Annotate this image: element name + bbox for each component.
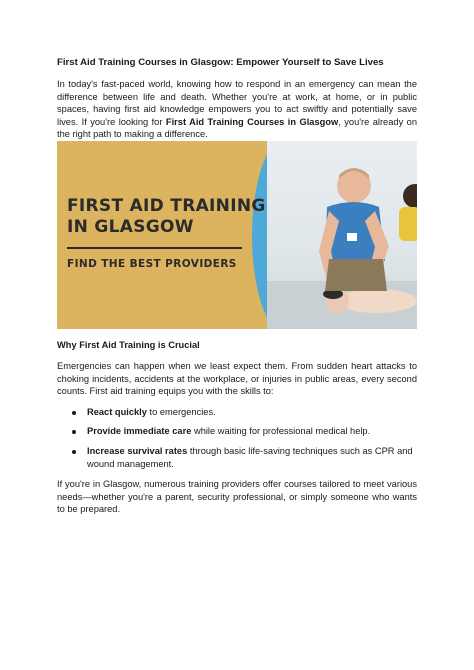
- section-heading: Why First Aid Training is Crucial: [57, 339, 200, 350]
- bullet-icon: [72, 430, 76, 434]
- intro-paragraph: [57, 78, 417, 141]
- skill-bold: Provide immediate care: [87, 426, 192, 437]
- banner-photo: [267, 141, 417, 329]
- closing-paragraph: If you're in Glasgow, numerous training providers offer courses tailored to meet various needs—whether you're a parent, security professional, or simply someone who wants to be prepared.: [57, 479, 417, 515]
- intro-bold-link: First Aid Training Courses in Glasgow: [165, 116, 339, 127]
- section-paragraph: Emergencies can happen when we least expect them. From sudden heart attacks to choking incidents, accidents at the workplace, or injuries in public areas, every second counts. First aid training equips you with the skills to:: [57, 360, 417, 397]
- banner-divider: [67, 247, 242, 249]
- skill-text: through basic life-saving techniques such as CPR and wound management.: [87, 445, 413, 469]
- skills-list: [57, 406, 417, 470]
- skills-list-item: [57, 425, 417, 438]
- cpr-training-illustration: [267, 141, 417, 329]
- skill-bold: Increase survival rates: [87, 445, 188, 456]
- skill-text: while waiting for professional medical help.: [191, 426, 371, 437]
- banner-subheading: FIND THE BEST PROVIDERS: [67, 257, 237, 270]
- skills-list-item: [57, 445, 417, 470]
- bullet-icon: [72, 450, 76, 454]
- intro-text-after: , you're already on the right path to making a difference.: [57, 116, 417, 140]
- skill-bold: React quickly: [87, 406, 147, 417]
- skill-text: to emergencies.: [146, 406, 216, 417]
- banner-heading-line1: FIRST AID TRAINING: [67, 195, 266, 216]
- intro-text-before: In today's fast-paced world, knowing how to respond in an emergency can mean the difference between life and death. Whether you're at work, at home, or in public spaces, having first aid knowledge empowers you to act swiftly and potentially save lives. If you're looking for: [57, 79, 417, 127]
- document-content: [57, 56, 417, 516]
- document-title: First Aid Training Courses in Glasgow: Empower Yourself to Save Lives: [57, 57, 384, 68]
- bullet-icon: [72, 411, 76, 415]
- banner-heading-line2: IN GLASGOW: [67, 216, 194, 237]
- skills-list-item: [57, 406, 417, 419]
- hero-banner-image: [57, 141, 417, 329]
- banner-heading: [67, 196, 266, 238]
